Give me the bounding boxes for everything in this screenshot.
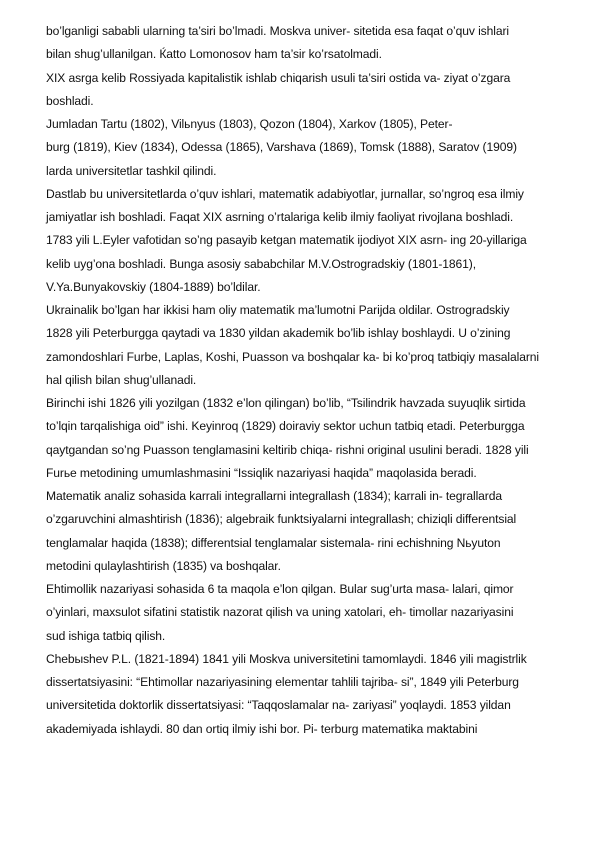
text-line: qaytgandan so’ng Puasson tenglamasini keltirib chiqa- rishni original usulini beradi. 1828 yili: [46, 442, 529, 457]
text-line: o’zgaruvchini almashtirish (1836); algebraik funktsiyalarni integrallash; chiziqli differentsial: [46, 512, 517, 527]
text-line: akademiyada ishlaydi. 80 dan ortiq ilmiy ishi bor. Pi- terburg matematika maktabini: [46, 721, 478, 736]
text-line: V.Ya.Bunyakovskiy (1804-1889) bo’ldilar.: [46, 279, 261, 294]
text-line: Ehtimollik nazariyasi sohasida 6 ta maqola e’lon qilgan. Bular sug’urta masa- lalari, qimor: [46, 582, 514, 596]
text-line: 1783 yili L.Eyler vafotidan so’ng pasayib ketgan matematik ijodiyot XIX asrn- ing 20-yillariga: [46, 233, 527, 248]
text-line: XIX asrga kelib Rossiyada kapitalistik ishlab chiqarish usuli ta’siri ostida va- ziyat o’zgara: [46, 70, 511, 85]
text-line: Birinchi ishi 1826 yili yozilgan (1832 e’lon qilingan) bo’lib, “Tsilindrik havzada suyuqlik sirtida: [46, 396, 526, 410]
text-line: tenglamalar haqida (1838); differentsial tenglamalar sistemala- rini echishning Nьyuton: [46, 535, 501, 550]
text-line: hal qilish bilan shug’ullanadi.: [46, 372, 197, 387]
text-line: bo’lganligi sababli ularning ta’siri bo’lmadi. Moskva univer- sitetida esa faqat o’quv ishlari: [46, 24, 509, 38]
text-line: boshladi.: [46, 93, 94, 108]
text-line: zamondoshlari Furbe, Laplas, Koshi, Puasson va boshqalar ka- bi ko’proq tatbiqiy masalalarni: [46, 349, 539, 364]
text-line: burg (1819), Kiev (1834), Odessa (1865), Varshava (1869), Tomsk (1888), Saratov (1909): [46, 140, 517, 155]
text-line: Dastlab bu universitetlarda o’quv ishlari, matematik adabiyotlar, jurnallar, so’ngroq esa ilmiy: [46, 186, 524, 201]
body-text: [46, 20, 586, 741]
text-line: o’yinlari, maxsulot sifatini statistik nazorat qilish va uning xatolari, eh- timollar nazariyasini: [46, 605, 514, 620]
text-line: jamiyatlar ish boshladi. Faqat XIX asrning o’rtalariga kelib ilmiy faoliyat rivojlana boshladi.: [46, 210, 514, 224]
text-line: bilan shug’ullanilgan. Ќatto Lomonosov ham ta’sir ko’rsatolmadi.: [46, 47, 382, 62]
text-line: Jumladan Tartu (1802), Vilьnyus (1803), Qozon (1804), Xarkov (1805), Peter-: [46, 117, 453, 131]
text-line: to’lqin tarqalishiga oid” ishi. Keyinroq (1829) doiraviy sektor uchun tatbiq etadi. Peterburgga: [46, 419, 525, 434]
text-line: Chebыshev P.L. (1821-1894) 1841 yili Moskva universitetini tamomlaydi. 1846 yili magistrlik: [46, 651, 527, 666]
text-line: Matematik analiz sohasida karrali integrallarni integrallash (1834); karrali in- tegrallarda: [46, 489, 502, 503]
text-line: larda universitetlar tashkil qilindi.: [46, 163, 217, 178]
text-line: sud ishiga tatbiq qilish.: [46, 628, 166, 643]
text-line: metodini qulaylashtirish (1835) va boshqalar.: [46, 558, 281, 573]
text-line: kelib uyg’ona boshladi. Bunga asosiy sababchilar M.V.Ostrogradskiy (1801-1861),: [46, 256, 476, 271]
text-line: 1828 yili Peterburgga qaytadi va 1830 yildan akademik bo’lib ishlay boshlaydi. U o’zining: [46, 326, 511, 341]
text-line: universitetida doktorlik dissertatsiyasi: “Taqqoslamalar na- zariyasi” yoqlaydi. 1853 yildan: [46, 698, 511, 713]
text-line: Furье metodining umumlashmasini “Issiqlik nazariyasi haqida” maqolasida beradi.: [46, 465, 477, 480]
text-line: Ukrainalik bo’lgan har ikkisi ham oliy matematik ma’lumotni Parijda oldilar. Ostrogradskiy: [46, 303, 510, 317]
text-line: dissertatsiyasini: “Ehtimollar nazariyasining elementar tahlili tajriba- si”, 1849 yili Peterburg: [46, 675, 519, 689]
